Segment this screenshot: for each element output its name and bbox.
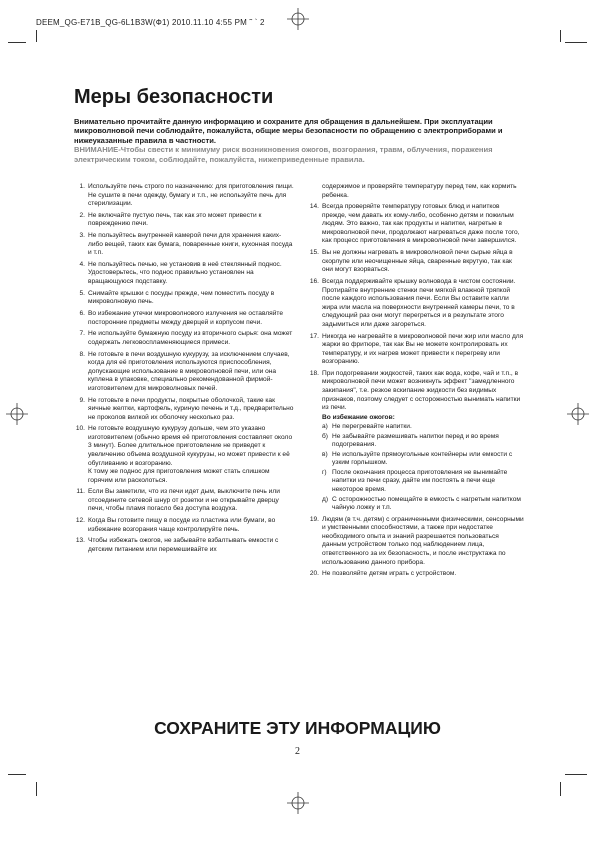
registration-mark-icon	[567, 403, 589, 425]
page-title: Меры безопасности	[74, 86, 274, 108]
sub-item: б) Не забывайте размешивать напитки перед и во время подогревания.	[322, 432, 499, 449]
list-item: 15. Вы не должны нагревать в микроволновой печи сырые яйца в скорлупе или неочищенные яйца, сваренные вкрутую, так как они могут взорваться.	[309, 249, 513, 274]
print-header: DEEM_QG-E71B_QG-6L1B3W(Ф1) 2010.11.10 4:55 PM ˜ ` 2	[36, 18, 265, 27]
list-item: 4. Не пользуйтесь печью, не установив в неё стеклянный поднос. Удостоверьтесь, что поднос правильно установлен на вращающуюся подставку.	[79, 260, 282, 286]
list-item: 11. Если Вы заметили, что из печи идет дым, выключите печь или отсоедините сетевой шнур от розетки и не открывайте дверцу печи, чтобы пламя погасло без доступа воздуха.	[76, 488, 280, 513]
crop-mark	[560, 30, 561, 42]
crop-mark	[565, 774, 587, 775]
registration-mark-icon	[6, 403, 28, 425]
sub-item: г) После окончания процесса приготовления не вынимайте напитки из печи сразу, дайте им постоять в печи еще некоторое время.	[322, 468, 508, 493]
save-info-title: СОХРАНИТЕ ЭТУ ИНФОРМАЦИЮ	[154, 718, 441, 738]
list-item: 1. Используйте печь строго по назначению: для приготовления пищи. Не сушите в печи одежду, бумагу и т.п., не используйте печь для стерилизации.	[79, 183, 294, 208]
sub-item: а) Не перегревайте напитки.	[322, 423, 412, 431]
list-item: 19. Людям (в т.ч. детям) с ограниченными физическими, сенсорными и умственными способностями, а также при недостатке необходимого опыта и знаний разрешается пользоваться данным устройством только под наблюдением лица, ответственного за их безопасность, и после инструктажа по использованию данного прибора.	[309, 515, 524, 566]
sub-item: в) Не используйте прямоугольные контейнеры или емкости с узким горлышком.	[322, 450, 513, 467]
list-item: 7. Не используйте бумажную посуду из вторичного сырья: она может содержать легковоспламеняющиеся примеси.	[79, 330, 293, 346]
list-item: 8. Не готовьте в печи воздушную кукурузу, за исключением случаев, когда для её приготовления используются приспособления, допускающие использование в микроволновой печи, или она куплена в упаковке, специально рекомендованной фирмой-изготовителем для микроволновых печей.	[79, 350, 290, 392]
list-item: 5. Снимайте крышки с посуды прежде, чем поместить посуду в микроволновую печь.	[79, 289, 275, 306]
list-item: 17. Никогда не нагревайте в микроволновой печи жир или масло для жарки во фритюре, так как Вы не можете контролировать их температуру, и их нагрев может привести к перегреву или возгоранию.	[309, 332, 524, 366]
list-item: 2. Не включайте пустую печь, так как это может привести к повреждению печи.	[79, 211, 262, 228]
crop-mark	[560, 782, 561, 796]
list-item: 16. Всегда поддерживайте крышку волновода в чистом состоянии. Протирайте внутренние стенки печи мягкой влажной тряпкой после каждого использования печи. Если Вы оставите капли жира или масла на поверхности внутренней камеры печи, то в следующий раз они могут перегреться и в результате этого задымиться или даже загореться.	[309, 278, 516, 328]
crop-mark	[8, 42, 26, 43]
crop-mark	[8, 774, 26, 775]
list-item: 20. Не позволяйте детям играть с устройством.	[309, 570, 457, 578]
list-item: содержимое и проверяйте температуру перед тем, как кормить ребенка.	[322, 183, 517, 199]
right-column	[308, 183, 524, 582]
list-item: 18. При подогревании жидкостей, таких как вода, кофе, чай и т.п., в микроволновой печи может возникнуть эффект "замедленного закипания", т.е. резкое вскипание жидкости без видимых признаков, поэтому следует с осторожностью вынимать напитки из печи.	[309, 369, 521, 412]
list-item: 12. Когда Вы готовите пищу в посуде из пластика или бумаги, во избежание возгорания чаще контролируйте печь.	[75, 517, 276, 533]
registration-mark-icon	[287, 8, 309, 30]
intro-block	[74, 117, 522, 164]
list-item: 14. Всегда проверяйте температуру готовых блюд и напитков прежде, чем давать их кому-либо, особенно детям и пожилым людям. Это важно, так как продукты и напитки, нагретые в микроволновой печи, продолжают нагреваться даже после того, как процесс приготовления в микроволновой печи завершился.	[309, 203, 520, 245]
list-item: 9. Не готовьте в печи продукты, покрытые оболочкой, такие как яичные желтки, картофель, куриную печень и т.д., предварительно не проколов вилкой их оболочку несколько раз.	[79, 396, 294, 421]
warning-text: ВНИМАНИЕ-Чтобы свести к минимуму риск возникновения ожогов, возгорания, травм, облучения, поражения электрическим током, соблюдайте, пожалуйста, нижеприведенные правила.	[74, 145, 493, 164]
page-number: 2	[295, 746, 300, 757]
crop-mark	[36, 782, 37, 796]
list-item: 10. Не готовьте воздушную кукурузу дольше, чем это указано изготовителем (обычно время её приготовления составляет около 3 минут). Более длительное приготовление не приведет к увеличению объема воздушной кукурузы, но может привести к её обугливанию и возгоранию.	[75, 425, 293, 467]
sub-item: д) С осторожностью помещайте в емкость с нагретым напитком чайную ложку и т.п.	[322, 495, 521, 512]
crop-mark	[36, 30, 37, 42]
avoid-burns-heading: Во избежание ожогов:	[322, 413, 395, 421]
list-item: 6. Во избежание утечки микроволнового излучения не оставляйте посторонние предметы между дверцей и корпусом печи.	[79, 310, 284, 326]
registration-mark-icon	[287, 792, 309, 814]
crop-mark	[565, 42, 587, 43]
intro-text: Внимательно прочитайте данную информацию и сохраните для обращения в дальнейшем. При эксплуатации микроволновой печи соблюдайте, пожалуйста, общие меры безопасности по обращению с электроприборами и нижеуказанные правила в частности.	[74, 117, 503, 145]
left-column	[74, 183, 295, 558]
list-item: К тому же поднос для приготовления может стать слишком горячим или расколоться.	[88, 468, 270, 484]
list-item: 13. Чтобы избежать ожогов, не забывайте взбалтывать емкости с детским питанием или перемешивайте их	[75, 537, 279, 554]
list-item: 3. Не пользуйтесь внутренней камерой печи для хранения каких-либо вещей, таких как бумага, поваренные книги, кухонная посуда и т.п.	[79, 232, 293, 257]
